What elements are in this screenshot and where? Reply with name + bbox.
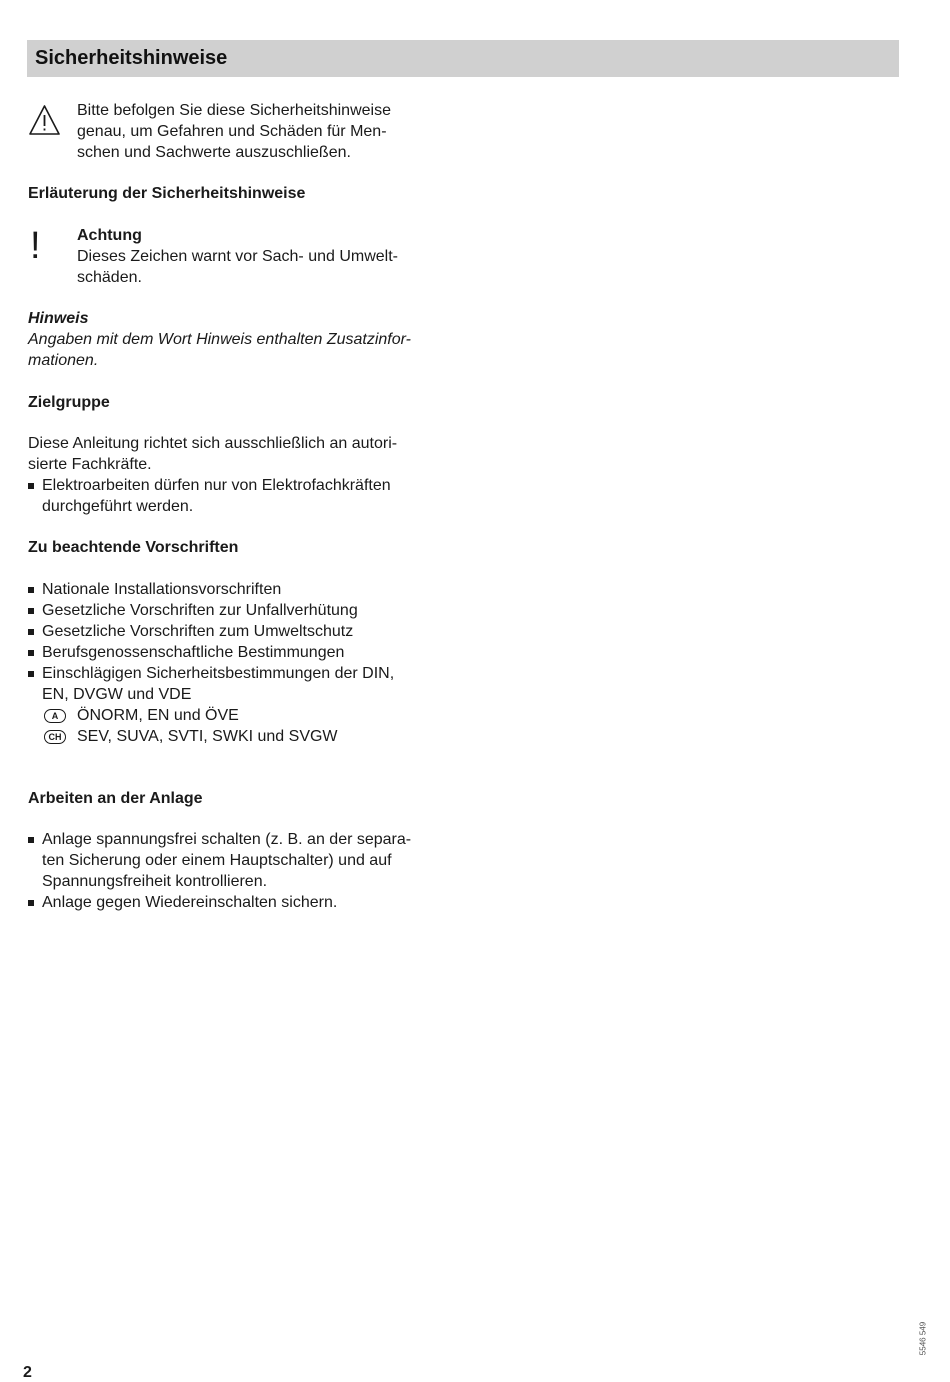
list-item-continuation: EN, DVGW und VDE — [42, 686, 192, 703]
bullet-marker — [28, 483, 34, 489]
exclamation-icon: ! — [30, 225, 41, 267]
list-item: Nationale Installationsvorschriften — [42, 581, 282, 598]
list-item-continuation: ten Sicherung oder einem Hauptschalter) und auf — [42, 852, 392, 869]
list-item-continuation: durchgeführt werden. — [42, 498, 194, 515]
bullet-marker — [28, 671, 34, 677]
document-code — [917, 1320, 927, 1360]
regulations-heading: Zu beachtende Vorschriften — [28, 539, 239, 556]
list-item: Gesetzliche Vorschriften zur Unfallverhütung — [42, 602, 358, 619]
bullet-marker — [28, 650, 34, 656]
achtung-line: Dieses Zeichen warnt vor Sach- und Umwelt- — [77, 248, 399, 265]
list-item: Anlage gegen Wiedereinschalten sichern. — [42, 894, 338, 911]
achtung-line: schäden. — [77, 269, 142, 286]
list-item: Berufsgenossenschaftliche Bestimmungen — [42, 644, 345, 661]
warning-triangle-icon — [28, 104, 61, 137]
intro-line: Bitte befolgen Sie diese Sicherheitshinweise — [77, 102, 391, 119]
country-badge-austria: A — [44, 709, 66, 723]
hinweis-line: Angaben mit dem Wort Hinweis enthalten Zusatzinfor- — [28, 331, 411, 348]
achtung-title: Achtung — [77, 227, 142, 244]
bullet-marker — [28, 900, 34, 906]
list-item: Gesetzliche Vorschriften zum Umweltschutz — [42, 623, 354, 640]
document-code-text: 5546 549 — [918, 1321, 928, 1356]
list-item: Einschlägigen Sicherheitsbestimmungen der DIN, — [42, 665, 395, 682]
target-group-line: sierte Fachkräfte. — [28, 456, 152, 473]
bullet-marker — [28, 629, 34, 635]
bullet-marker — [28, 608, 34, 614]
list-item: Elektroarbeiten dürfen nur von Elektrofachkräften — [42, 477, 391, 494]
bullet-marker — [28, 837, 34, 843]
section-title-bar — [27, 40, 899, 77]
country-regulation: ÖNORM, EN und ÖVE — [77, 707, 239, 724]
page-title: Sicherheitshinweise — [35, 47, 228, 69]
work-heading: Arbeiten an der Anlage — [28, 790, 203, 807]
country-badge-switzerland: CH — [44, 730, 66, 744]
target-group-line: Diese Anleitung richtet sich ausschließlich an autori- — [28, 435, 398, 452]
target-group-heading: Zielgruppe — [28, 394, 110, 411]
bullet-marker — [28, 587, 34, 593]
hinweis-line: mationen. — [28, 352, 99, 369]
country-regulation: SEV, SUVA, SVTI, SWKI und SVGW — [77, 728, 338, 745]
explanation-heading: Erläuterung der Sicherheitshinweise — [28, 185, 306, 202]
page-number: 2 — [23, 1364, 32, 1381]
hinweis-title: Hinweis — [28, 310, 89, 327]
intro-line: genau, um Gefahren und Schäden für Men- — [77, 123, 387, 140]
intro-line: schen und Sachwerte auszuschließen. — [77, 144, 351, 161]
list-item-continuation: Spannungsfreiheit kontrollieren. — [42, 873, 268, 890]
list-item: Anlage spannungsfrei schalten (z. B. an der separa- — [42, 831, 412, 848]
